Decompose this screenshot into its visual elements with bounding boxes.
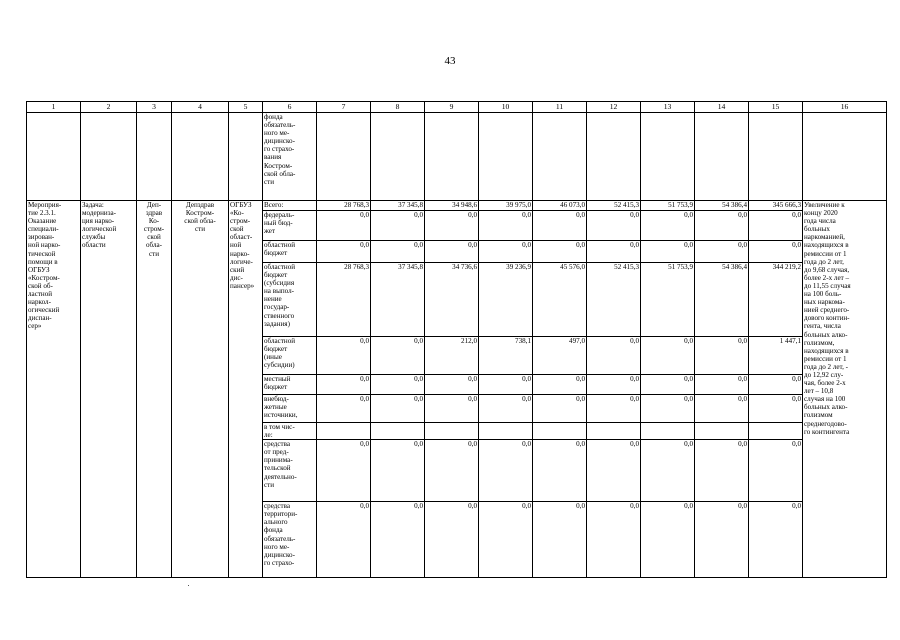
amount-cell: 0,0 bbox=[587, 395, 641, 423]
funding-row bbox=[27, 201, 887, 211]
amount-cell: 0,0 bbox=[695, 440, 749, 502]
amount-cell: 0,0 bbox=[371, 395, 425, 423]
funding-source-label: федераль- ный бюд- жет bbox=[264, 211, 295, 236]
amount-cell bbox=[317, 423, 371, 440]
amount-cell: 0,0 bbox=[425, 440, 479, 502]
funding-source bbox=[263, 201, 317, 211]
column-number-row bbox=[27, 102, 887, 113]
expected-result bbox=[803, 201, 887, 578]
funding-source-label: средства от пред- принима- тельской деятельно- сти bbox=[264, 440, 297, 489]
funding-source-label: средства территори- ального фонда обязатель- ного ме- дицинско- го страхо- bbox=[264, 502, 298, 567]
column-number: 15 bbox=[749, 102, 803, 113]
amount-cell: 39 236,9 bbox=[479, 263, 533, 337]
amount-cell: 0,0 bbox=[317, 337, 371, 375]
amount-cell: 0,0 bbox=[641, 211, 695, 241]
scan-speck bbox=[188, 585, 189, 586]
amount-cell: 0,0 bbox=[749, 211, 803, 241]
expected-result-text: Увеличение к концу 2020 года числа больных наркоманией, находящихся в ремиссии от 1 года до 2 лет, до 9,68 случая, более 2-х лет – до 11,55 случая на 100 боль- ных наркома- нией среднего- дового контин- гента, числа больных алко- голизмом, находящихся в ремиссии от 1 года до 2 лет, - до 12,92 слу- чая, более 2-х лет – 10,8 случая на 100 больных алко- голизмом среднегодово- го контингента bbox=[804, 201, 851, 436]
amount-cell: 0,0 bbox=[425, 241, 479, 263]
amount-cell: 46 073,0 bbox=[533, 201, 587, 211]
carry-over-row bbox=[27, 113, 887, 201]
funding-source-label: областной бюджет (иные субсидии) bbox=[264, 337, 296, 370]
funding-source bbox=[263, 423, 317, 440]
event-name bbox=[27, 201, 81, 578]
amount-cell bbox=[749, 423, 803, 440]
column-number: 16 bbox=[803, 102, 887, 113]
column-number: 8 bbox=[371, 102, 425, 113]
amount-cell: 0,0 bbox=[587, 440, 641, 502]
funding-source-label: областной бюджет (субсидия на выпол- нение государ- ственного задания) bbox=[264, 263, 296, 328]
amount-cell: 0,0 bbox=[695, 211, 749, 241]
amount-cell: 0,0 bbox=[317, 375, 371, 395]
amount-cell: 51 753,9 bbox=[641, 201, 695, 211]
column-number: 7 bbox=[317, 102, 371, 113]
coordinator-text: Деп- здрав Ко- стром- ской обла- сти bbox=[143, 201, 165, 258]
event-task-text: Задача: модерниза- ция нарко- логической службы области bbox=[82, 201, 117, 250]
amount-cell: 344 219,2 bbox=[749, 263, 803, 337]
column-number: 1 bbox=[27, 102, 81, 113]
amount-cell: 0,0 bbox=[425, 375, 479, 395]
funding-source bbox=[263, 241, 317, 263]
column-number: 10 bbox=[479, 102, 533, 113]
amount-cell: 52 415,3 bbox=[587, 201, 641, 211]
funding-source bbox=[263, 440, 317, 502]
amount-cell: 0,0 bbox=[641, 375, 695, 395]
column-number: 5 bbox=[229, 102, 263, 113]
funding-source bbox=[263, 375, 317, 395]
amount-cell: 1 447,1 bbox=[749, 337, 803, 375]
budget-table bbox=[26, 101, 887, 578]
amount-cell: 28 768,3 bbox=[317, 201, 371, 211]
column-number: 12 bbox=[587, 102, 641, 113]
funding-source bbox=[263, 337, 317, 375]
amount-cell: 0,0 bbox=[587, 241, 641, 263]
amount-cell: 0,0 bbox=[479, 211, 533, 241]
amount-cell: 0,0 bbox=[317, 395, 371, 423]
amount-cell: 0,0 bbox=[587, 502, 641, 578]
amount-cell: 738,1 bbox=[479, 337, 533, 375]
amount-cell: 0,0 bbox=[695, 241, 749, 263]
amount-cell: 0,0 bbox=[695, 502, 749, 578]
amount-cell: 0,0 bbox=[749, 502, 803, 578]
carry-over-label: фонда обязатель- ного ме- дицинско- го страхо- вания Костром- ской обла- сти bbox=[264, 113, 296, 186]
amount-cell: 0,0 bbox=[749, 375, 803, 395]
amount-cell: 0,0 bbox=[587, 211, 641, 241]
amount-cell: 34 948,6 bbox=[425, 201, 479, 211]
amount-cell: 0,0 bbox=[641, 440, 695, 502]
amount-cell: 54 386,4 bbox=[695, 201, 749, 211]
amount-cell: 28 768,3 bbox=[317, 263, 371, 337]
amount-cell: 37 345,8 bbox=[371, 263, 425, 337]
amount-cell: 0,0 bbox=[425, 395, 479, 423]
amount-cell: 497,0 bbox=[533, 337, 587, 375]
column-number: 3 bbox=[137, 102, 172, 113]
amount-cell: 0,0 bbox=[749, 241, 803, 263]
responsible-text: Депздрав Костром- ской обла- сти bbox=[184, 201, 216, 234]
page-number: 43 bbox=[444, 55, 456, 67]
amount-cell: 0,0 bbox=[533, 241, 587, 263]
amount-cell: 0,0 bbox=[695, 395, 749, 423]
column-number: 9 bbox=[425, 102, 479, 113]
amount-cell: 0,0 bbox=[695, 375, 749, 395]
amount-cell: 0,0 bbox=[533, 395, 587, 423]
amount-cell: 0,0 bbox=[425, 502, 479, 578]
amount-cell: 52 415,3 bbox=[587, 263, 641, 337]
column-number: 11 bbox=[533, 102, 587, 113]
event-name-text: Мероприя- тие 2.3.1. Оказание специали- зирован- ной нарко- тической помощи в ОГБУЗ «Костром- ской об- ластной наркол- огический диспан- сер» bbox=[28, 201, 62, 331]
funding-source-label: в том чис- ле: bbox=[264, 423, 295, 440]
amount-cell: 0,0 bbox=[371, 337, 425, 375]
amount-cell bbox=[641, 423, 695, 440]
amount-cell: 0,0 bbox=[371, 211, 425, 241]
event-task bbox=[81, 201, 137, 578]
amount-cell: 0,0 bbox=[641, 395, 695, 423]
amount-cell: 345 666,3 bbox=[749, 201, 803, 211]
amount-cell: 37 345,8 bbox=[371, 201, 425, 211]
amount-cell: 0,0 bbox=[479, 440, 533, 502]
column-number: 13 bbox=[641, 102, 695, 113]
amount-cell: 0,0 bbox=[749, 440, 803, 502]
amount-cell: 0,0 bbox=[533, 440, 587, 502]
amount-cell: 0,0 bbox=[641, 502, 695, 578]
amount-cell: 0,0 bbox=[479, 502, 533, 578]
amount-cell: 0,0 bbox=[371, 241, 425, 263]
amount-cell bbox=[695, 423, 749, 440]
amount-cell: 0,0 bbox=[587, 375, 641, 395]
funding-source bbox=[263, 263, 317, 337]
amount-cell: 0,0 bbox=[479, 241, 533, 263]
funding-source-label: внебюд- жетные источники, bbox=[264, 395, 298, 420]
amount-cell: 0,0 bbox=[533, 502, 587, 578]
amount-cell: 51 753,9 bbox=[641, 263, 695, 337]
amount-cell: 45 576,0 bbox=[533, 263, 587, 337]
amount-cell: 0,0 bbox=[533, 211, 587, 241]
column-number: 14 bbox=[695, 102, 749, 113]
amount-cell bbox=[479, 423, 533, 440]
amount-cell bbox=[587, 423, 641, 440]
amount-cell: 0,0 bbox=[317, 211, 371, 241]
amount-cell: 0,0 bbox=[533, 375, 587, 395]
amount-cell: 0,0 bbox=[587, 337, 641, 375]
coordinator bbox=[137, 201, 172, 578]
executor-text: ОГБУЗ «Ко- стром- ской област- ной нарко- логиче- ский дис- пансер» bbox=[230, 201, 255, 290]
column-number: 4 bbox=[172, 102, 229, 113]
amount-cell: 0,0 bbox=[371, 440, 425, 502]
amount-cell bbox=[533, 423, 587, 440]
amount-cell: 54 386,4 bbox=[695, 263, 749, 337]
amount-cell: 0,0 bbox=[317, 502, 371, 578]
amount-cell: 0,0 bbox=[371, 502, 425, 578]
amount-cell bbox=[425, 423, 479, 440]
executor bbox=[229, 201, 263, 578]
amount-cell: 0,0 bbox=[317, 241, 371, 263]
funding-source bbox=[263, 395, 317, 423]
funding-source bbox=[263, 211, 317, 241]
amount-cell: 0,0 bbox=[641, 241, 695, 263]
amount-cell: 0,0 bbox=[479, 395, 533, 423]
funding-source-label: местный бюджет bbox=[264, 375, 291, 392]
amount-cell: 34 736,6 bbox=[425, 263, 479, 337]
funding-source bbox=[263, 502, 317, 578]
amount-cell: 0,0 bbox=[371, 375, 425, 395]
amount-cell: 212,0 bbox=[425, 337, 479, 375]
amount-cell: 39 975,0 bbox=[479, 201, 533, 211]
amount-cell: 0,0 bbox=[425, 211, 479, 241]
funding-source-label: областной бюджет bbox=[264, 241, 296, 258]
amount-cell: 0,0 bbox=[317, 440, 371, 502]
amount-cell bbox=[371, 423, 425, 440]
amount-cell: 0,0 bbox=[749, 395, 803, 423]
responsible bbox=[172, 201, 229, 578]
amount-cell: 0,0 bbox=[641, 337, 695, 375]
column-number: 2 bbox=[81, 102, 137, 113]
amount-cell: 0,0 bbox=[695, 337, 749, 375]
amount-cell: 0,0 bbox=[479, 375, 533, 395]
column-number: 6 bbox=[263, 102, 317, 113]
funding-source-label: Всего: bbox=[264, 201, 284, 209]
